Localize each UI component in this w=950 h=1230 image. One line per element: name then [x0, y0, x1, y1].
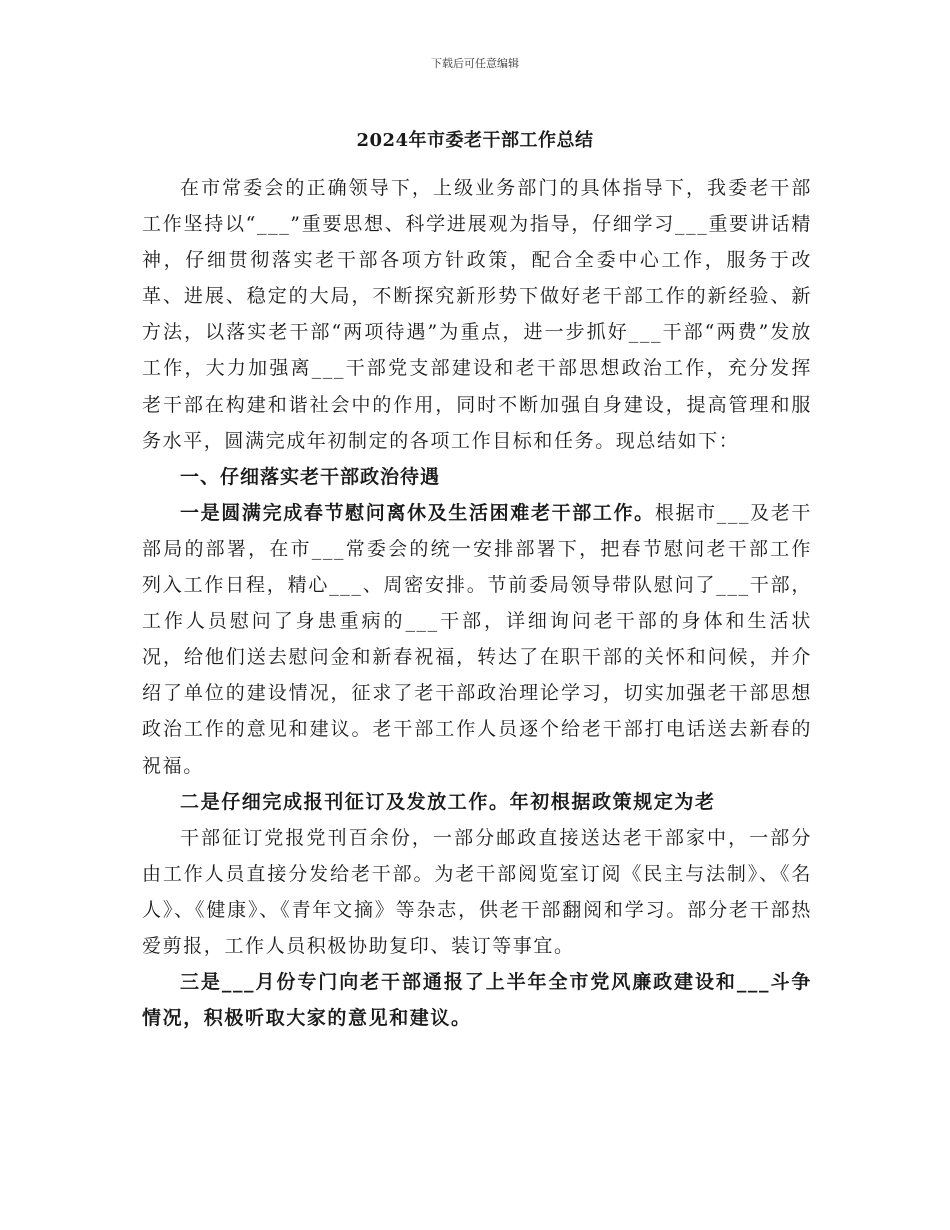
item-2-lead: 二是仔细完成报刊征订及发放工作。年初根据政策规定为老 [180, 790, 716, 813]
item-3-paragraph: 三是___月份专门向老干部通报了上半年全市党风廉政建设和___斗争情况，积极听取大家的意见和建议。 [142, 971, 812, 1030]
document-title: 2024年市委老干部工作总结 [356, 130, 594, 151]
section-heading: 一、仔细落实老干部政治待遇 [180, 465, 441, 488]
intro-paragraph: 在市常委会的正确领导下，上级业务部门的具体指导下，我委老干部工作坚持以“___”重要思想、科学进展观为指导，仔细学习___重要讲话精神，仔细贯彻落实老干部各项方针政策，配合全委中心工作，服务于改革、进展、稳定的大局，不断探究新形势下做好老干部工作的新经验、新方法，以落实老干部“两项待遇”为重点，进一步抓好___干部“两费”发放工作，大力加强离___干部党支部建设和老干部思想政治工作，充分发挥老干部在构建和谐社会中的作用，同时不断加强自身建设，提高管理和服务水平，圆满完成年初制定的各项工作目标和任务。现总结如下： [142, 177, 812, 452]
page-header-note: 下载后可任意编辑 [431, 57, 519, 70]
item-1-body: 根据市___及老干部局的部署，在市___常委会的统一安排部署下，把春节慰问老干部工作列入工作日程，精心___、周密安排。节前委局领导带队慰问了___干部，工作人员慰问了身患重病的___干部，详细询问老干部的身体和生活状况，给他们送去慰问金和新春祝福，转达了在职干部的关怀和问候，并介绍了单位的建设情况，征求了老干部政治理论学习，切实加强老干部思想政治工作的意见和建议。老干部工作人员逐个给老干部打电话送去新春的祝福。 [142, 501, 812, 777]
item-1-lead: 一是圆满完成春节慰问离休及生活困难老干部工作。 [180, 501, 655, 524]
item-2-paragraph: 干部征订党报党刊百余份，一部分邮政直接送达老干部家中，一部分由工作人员直接分发给老干部。为老干部阅览室订阅《民主与法制》、《名人》、《健康》、《青年文摘》等杂志，供老干部翻阅和学习。部分老干部热爱剪报，工作人员积极协助复印、装订等事宜。 [142, 826, 812, 957]
document-body [142, 170, 812, 1036]
item-1-paragraph [142, 495, 812, 784]
